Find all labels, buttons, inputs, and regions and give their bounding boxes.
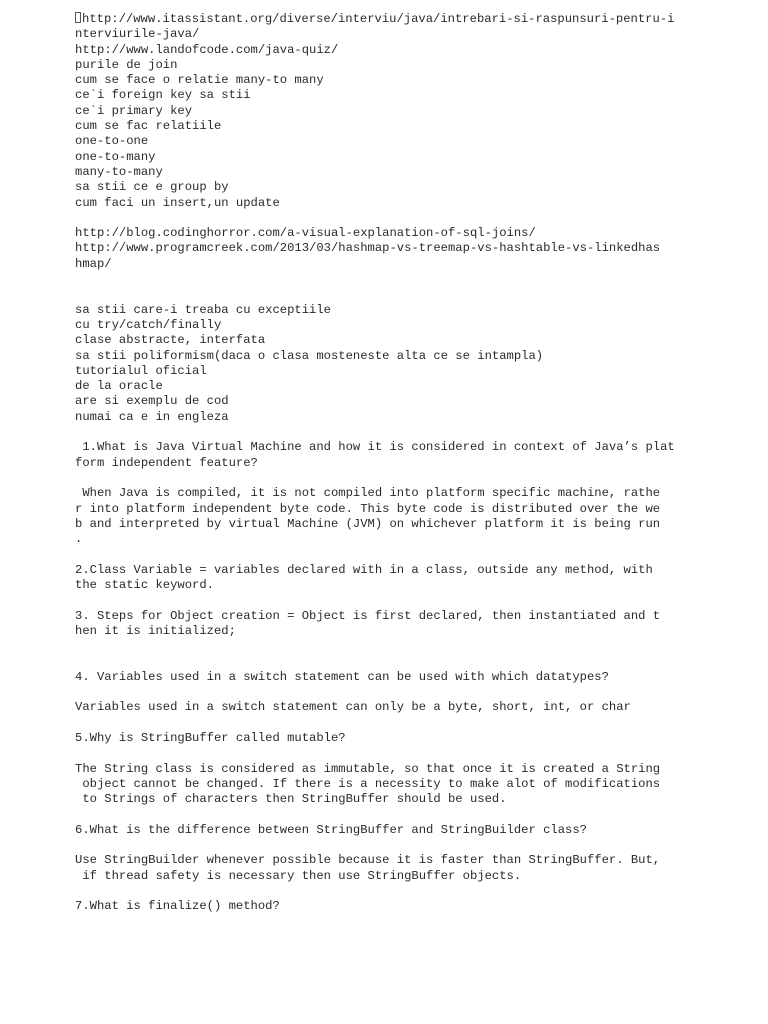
text-line-content: Variables used in a switch statement can only be a byte, short, int, or char: [75, 700, 631, 715]
text-line: [75, 58, 695, 73]
text-line: [75, 593, 695, 608]
text-line: [75, 88, 695, 103]
text-line: [75, 349, 695, 364]
text-line: [75, 700, 695, 715]
text-line: [75, 792, 695, 807]
text-line: [75, 486, 695, 501]
text-line: [75, 287, 695, 302]
text-line: [75, 578, 695, 593]
text-line-content: clase abstracte, interfata: [75, 333, 266, 348]
text-line: [75, 731, 695, 746]
text-line-content: many-to-many: [75, 164, 163, 179]
text-line-content: the static keyword.: [75, 577, 214, 592]
text-line: [75, 104, 695, 119]
text-line: [75, 746, 695, 761]
text-line: [75, 624, 695, 639]
text-line: [75, 517, 695, 532]
text-line: [75, 226, 695, 241]
text-line: [75, 532, 695, 547]
text-line: [75, 211, 695, 226]
text-line: [75, 563, 695, 578]
text-line-content: numai ca e in engleza: [75, 409, 229, 424]
text-line: [75, 471, 695, 486]
text-line-content: b and interpreted by virtual Machine (JVM) on whichever platform it is being run: [75, 516, 661, 531]
text-line-content: cum se fac relatiile: [75, 119, 222, 134]
text-line-content: nterviurile-java/: [75, 27, 200, 42]
text-line: [75, 869, 695, 884]
text-line-content: 2.Class Variable = variables declared with in a class, outside any method, with: [75, 562, 653, 577]
text-line-content: 6.What is the difference between StringBuffer and StringBuilder class?: [75, 822, 587, 837]
text-line: [75, 502, 695, 517]
missing-glyph-icon: [75, 12, 81, 23]
text-line-content: one-to-one: [75, 134, 149, 149]
text-line: [75, 241, 695, 256]
text-line: [75, 73, 695, 88]
text-line-content: http://blog.codinghorror.com/a-visual-explanation-of-sql-joins/: [75, 226, 536, 241]
text-line: [75, 654, 695, 669]
text-line-content: cu try/catch/finally: [75, 317, 222, 332]
text-line-content: Use StringBuilder whenever possible because it is faster than StringBuffer. But,: [75, 853, 661, 868]
text-line-content: hen it is initialized;: [75, 623, 236, 638]
text-line: [75, 364, 695, 379]
text-line-content: 3. Steps for Object creation = Object is first declared, then instantiated and t: [75, 608, 661, 623]
text-line: [75, 685, 695, 700]
text-line: [75, 899, 695, 914]
text-line-content: to Strings of characters then StringBuffer should be used.: [75, 792, 507, 807]
text-line-content: ce`i primary key: [75, 103, 193, 118]
text-line: [75, 853, 695, 868]
text-line: [75, 196, 695, 211]
text-line: [75, 180, 695, 195]
text-line-content: if thread safety is necessary then use StringBuffer objects.: [75, 868, 522, 883]
text-line-content: http://www.programcreek.com/2013/03/hashmap-vs-treemap-vs-hashtable-vs-linkedhas: [75, 241, 661, 256]
text-line: [75, 318, 695, 333]
text-line-content: de la oracle: [75, 379, 163, 394]
text-line: [75, 303, 695, 318]
text-line-content: 5.Why is StringBuffer called mutable?: [75, 730, 346, 745]
text-line: [75, 838, 695, 853]
text-line-content: 4. Variables used in a switch statement can be used with which datatypes?: [75, 669, 609, 684]
text-line: [75, 333, 695, 348]
text-line: [75, 379, 695, 394]
text-line-content: object cannot be changed. If there is a necessity to make alot of modifications: [75, 776, 661, 791]
text-line: [75, 670, 695, 685]
text-line-content: r into platform independent byte code. This byte code is distributed over the we: [75, 501, 661, 516]
text-line: [75, 119, 695, 134]
text-line-content: The String class is considered as immutable, so that once it is created a String: [75, 761, 661, 776]
text-line-content: sa stii care-i treaba cu exceptiile: [75, 302, 331, 317]
text-line: [75, 807, 695, 822]
text-line-content: hmap/: [75, 256, 112, 271]
text-line-content: sa stii ce e group by: [75, 180, 229, 195]
text-line: [75, 150, 695, 165]
text-line: [75, 27, 695, 42]
text-line-content: tutorialul oficial: [75, 363, 207, 378]
text-line-content: 7.What is finalize() method?: [75, 899, 280, 914]
text-line: [75, 410, 695, 425]
text-line-content: cum faci un insert,un update: [75, 195, 280, 210]
text-line: [75, 884, 695, 899]
text-line-content: When Java is compiled, it is not compiled into platform specific machine, rathe: [75, 486, 661, 501]
text-line-content: purile de join: [75, 57, 178, 72]
text-line-content: ce`i foreign key sa stii: [75, 88, 251, 103]
text-line: [75, 394, 695, 409]
text-line: [75, 43, 695, 58]
text-line: [75, 134, 695, 149]
text-line-content: .: [75, 532, 83, 547]
text-line-content: http://www.itassistant.org/diverse/interviu/java/intrebari-si-raspunsuri-pentru-i: [82, 12, 675, 26]
text-line: [75, 777, 695, 792]
text-line-content: form independent feature?: [75, 455, 258, 470]
text-line-content: 1.What is Java Virtual Machine and how it is considered in context of Java’s plat: [75, 440, 675, 455]
text-line: [75, 762, 695, 777]
text-line: [75, 823, 695, 838]
text-line: [75, 456, 695, 471]
text-line: [75, 440, 695, 455]
text-line: [75, 716, 695, 731]
text-line-content: cum se face o relatie many-to many: [75, 73, 324, 88]
text-line: [75, 272, 695, 287]
document-page: [75, 12, 695, 915]
text-line: [75, 547, 695, 562]
text-line-content: http://www.landofcode.com/java-quiz/: [75, 42, 339, 57]
text-line: [75, 257, 695, 272]
text-line: [75, 165, 695, 180]
text-line: [75, 609, 695, 624]
text-line: [75, 425, 695, 440]
text-line-content: one-to-many: [75, 149, 156, 164]
text-line: [75, 639, 695, 654]
text-line-content: are si exemplu de cod: [75, 394, 229, 409]
text-line: [75, 12, 695, 27]
text-line-content: sa stii poliformism(daca o clasa mosteneste alta ce se intampla): [75, 348, 544, 363]
